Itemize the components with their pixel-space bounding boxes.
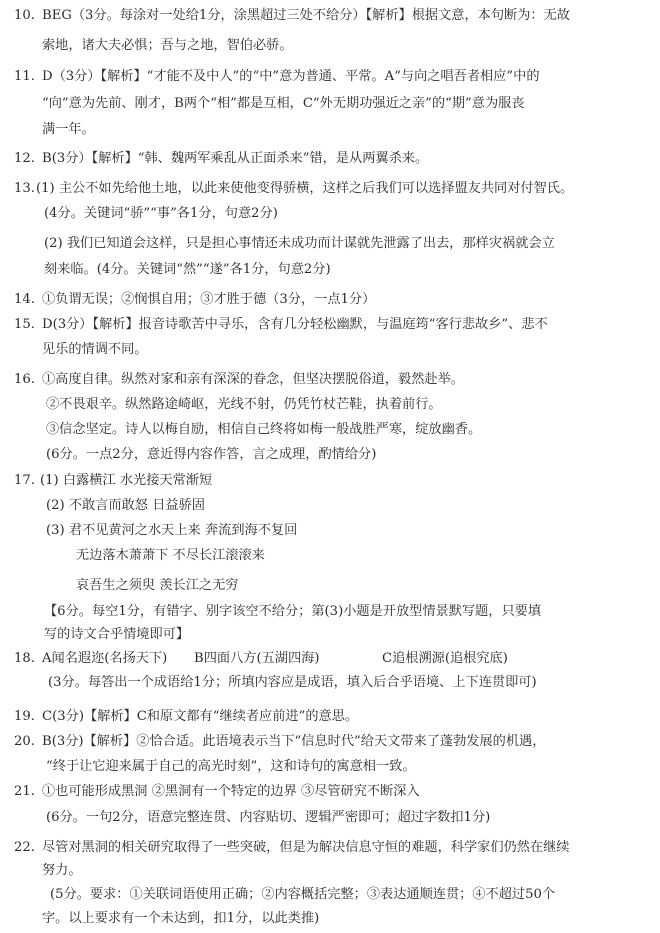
answer-line: ①也可能形成黑洞 ②黑洞有一个特定的边界 ③尽管研究不断深入 — [42, 784, 420, 799]
answer-line: 满一年。 — [42, 122, 95, 137]
answer-line: BEG（3分。每涂对一处给1分，涂黑超过三处不给分）【解析】根据文意，本句断为：无故 — [42, 8, 570, 23]
question-number: 10. — [14, 8, 35, 23]
answer-option-a: A闻名遐迩(名扬天下) — [42, 651, 168, 666]
answer-line: “向”意为先前、刚才，B两个“相”都是互相，C“外无期功强近之亲”的“期”意为服丧 — [42, 96, 525, 111]
question-number: 16. — [14, 372, 35, 387]
answer-line: D（3分）【解析】“才能不及中人”的“中”意为普通、平常。A“与向之唱吾者相应”中的 — [42, 69, 540, 84]
answer-line: 尽管对黑洞的相关研究取得了一些突破，但是为解决信息守恒的难题，科学家们仍然在继续 — [42, 840, 570, 855]
question-number: 22. — [14, 840, 35, 855]
answer-line: 刻来临。(4分。关键词“然”“遂”各1分，句意2分) — [44, 262, 331, 277]
question-number: 13. — [14, 181, 35, 196]
answer-line: 写的诗文合乎情境即可】 — [44, 627, 190, 642]
answer-line: 见乐的情调不同。 — [42, 342, 148, 357]
answer-line: 无边落木萧萧下 不尽长江滚滚来 — [76, 548, 265, 563]
answer-line: D(3分）【解析】报音诗歌苦中寻乐，含有几分轻松幽默，与温庭筠“客行悲故乡”、悲不 — [42, 317, 548, 332]
answer-line: (4分。关键词“骄”“事”各1分，句意2分) — [44, 206, 278, 221]
question-number: 17. — [14, 473, 35, 488]
question-number: 21. — [14, 784, 35, 799]
answer-line: (6分。一句2分，语意完整连贯、内容贴切、逻辑严密即可；超过字数扣1分) — [46, 810, 491, 825]
answer-line: (2) 我们已知道会这样，只是担心事情还未成功而计谋就先泄露了出去，那样灾祸就会立 — [44, 236, 555, 251]
answer-line: “终于让它迎来属于自己的高光时刻”，这和诗句的寓意相一致。 — [46, 759, 416, 774]
question-number: 18. — [14, 651, 35, 666]
answer-line: B(3分）【解析】“韩、魏两军乘乱从正面杀来”错，是从两翼杀来。 — [42, 151, 429, 166]
answer-line: (1) 主公不如先给他土地，以此来使他变得骄横，这样之后我们可以选择盟友共同对付智氏。 — [36, 181, 574, 196]
answer-line: (2) 不敢言而敢怒 日益骄固 — [46, 498, 205, 513]
question-number: 14. — [14, 292, 35, 307]
answer-line: (5分。要求：①关联词语使用正确；②内容概括完整；③表达通顺连贯；④不超过50个 — [50, 887, 556, 902]
answer-line: (1) 白露横江 水光接天常渐短 — [40, 473, 213, 488]
answer-line: 努力。 — [42, 863, 82, 878]
answer-line: 【6分。每空1分，有错字、别字该空不给分；第(3)小题是开放型情景默写题，只要填 — [44, 604, 542, 619]
answer-line: ①高度自律。纵然对家和亲有深深的眷念，但坚决摆脱俗道，毅然赴举。 — [42, 372, 464, 387]
question-number: 12. — [14, 151, 35, 166]
answer-line: (6分。一点2分，意近得内容作答，言之成理，酌情给分) — [46, 447, 377, 462]
answer-line: (3分。每答出一个成语给1分；所填内容应是成语，填入后合乎语境、上下连贯即可) — [48, 675, 537, 690]
question-number: 20. — [14, 734, 35, 749]
answer-line: 索地，诸大夫必惧；吾与之地，智伯必骄。 — [42, 38, 293, 53]
answer-line: 字。以上要求有一个未达到，扣1分，以此类推) — [42, 911, 320, 926]
answer-option-b: B四面八方(五湖四海) — [194, 651, 320, 666]
question-number: 15. — [14, 317, 35, 332]
answer-line: ①负谓无误；②悯惧自用；③才胜于德（3分，一点1分） — [42, 292, 376, 307]
answer-line: B(3分)【解析】②恰合适。此语境表示当下“信息时代”给天文带来了蓬勃发展的机遇， — [42, 734, 546, 749]
answer-option-c: C追根溯源(追根究底) — [382, 651, 508, 666]
answer-line: C(3分)【解析】C和原文都有“继续者应前进”的意思。 — [42, 709, 359, 724]
answer-line: ②不畏艰辛。纵然路途崎岖，光线不射，仍凭竹杖芒鞋，执着前行。 — [46, 397, 442, 412]
answer-line: 哀吾生之须臾 羡长江之无穷 — [76, 578, 239, 593]
question-number: 19. — [14, 709, 35, 724]
answer-line: ③信念坚定。诗人以梅自励，相信自己终将如梅一般战胜严寒，绽放幽香。 — [46, 422, 482, 437]
answer-line: (3) 君不见黄河之水天上来 奔流到海不复回 — [46, 523, 298, 538]
question-number: 11. — [14, 69, 35, 84]
